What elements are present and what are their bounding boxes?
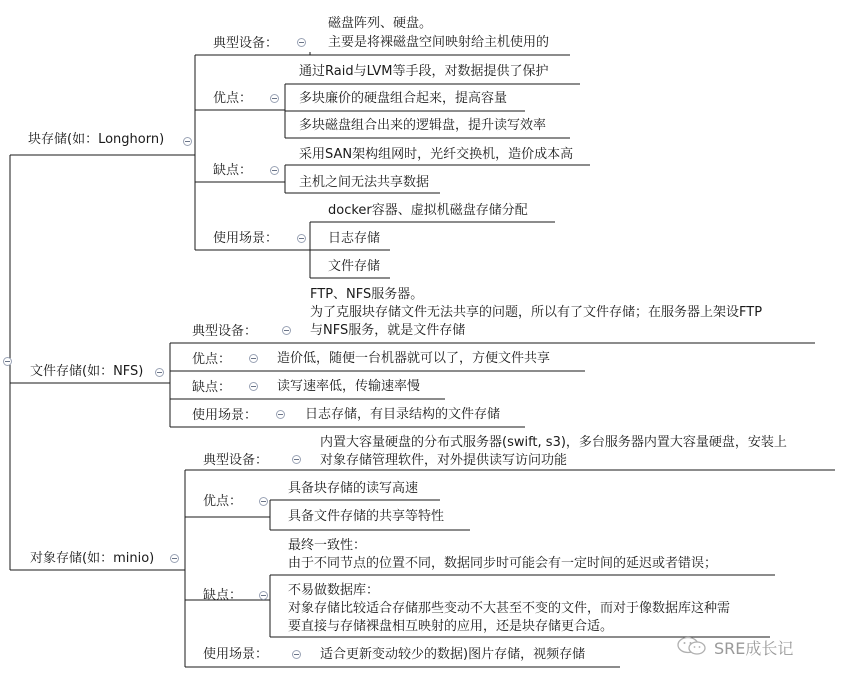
leaf-item: FTP、NFS服务器。 [310,287,424,302]
object-pros-label[interactable]: 优点： [203,494,243,509]
leaf-item: 多块廉价的硬盘组合起来，提高容量 [299,91,508,106]
collapse-icon[interactable] [155,368,164,377]
leaf-item: 不易做数据库： [288,583,380,598]
file-pros-label[interactable]: 优点： [192,352,232,367]
block-typical-devices-label[interactable]: 典型设备： [213,36,279,51]
file-typical-devices-label[interactable]: 典型设备： [192,324,258,339]
collapse-icon[interactable] [249,382,258,391]
leaf-item: 与NFS服务，就是文件存储 [310,323,466,338]
leaf-item: 日志存储，有目录结构的文件存储 [305,407,501,422]
block-pros-label[interactable]: 优点： [213,91,253,106]
branch-file-storage[interactable]: 文件存储(如：NFS) [30,364,144,379]
watermark: SRE成长记 [714,639,794,658]
collapse-icon[interactable] [292,455,301,464]
collapse-icon[interactable] [297,234,306,243]
collapse-icon[interactable] [297,38,306,47]
collapse-icon[interactable] [3,357,12,366]
block-usage-label[interactable]: 使用场景： [213,231,279,246]
leaf-item: 磁盘阵列、硬盘。 [328,16,433,31]
leaf-item: 最终一致性： [288,538,367,553]
collapse-icon[interactable] [270,166,279,175]
block-cons-label[interactable]: 缺点： [213,163,253,178]
wechat-icon [676,636,708,656]
collapse-icon[interactable] [282,326,291,335]
leaf-item: 文件存储 [328,259,381,274]
leaf-item: 为了克服块存储文件无法共享的问题，所以有了文件存储；在服务器上架设FTP [310,305,763,320]
file-usage-label[interactable]: 使用场景： [192,408,258,423]
leaf-item: 日志存储 [328,231,381,246]
leaf-item: 多块磁盘组合出来的逻辑盘，提升读写效率 [299,118,547,133]
leaf-item: 通过Raid与LVM等手段，对数据提供了保护 [299,64,549,79]
object-typical-devices-label[interactable]: 典型设备： [203,453,269,468]
object-cons-label[interactable]: 缺点： [203,588,243,603]
branch-object-storage[interactable]: 对象存储(如：minio) [30,551,155,566]
leaf-item: docker容器、虚拟机磁盘存储分配 [328,203,528,218]
collapse-icon[interactable] [259,591,268,600]
leaf-item: 采用SAN架构组网时，光纤交换机，造价成本高 [299,147,574,162]
leaf-item: 由于不同节点的位置不同，数据同步时可能会有一定时间的延迟或者错误； [288,556,718,571]
object-usage-label[interactable]: 使用场景： [203,647,269,662]
leaf-item: 适合更新变动较少的数据)图片存储，视频存储 [320,647,586,662]
leaf-item: 对象存储比较适合存储那些变动不大甚至不变的文件，而对于像数据库这种需 [288,601,731,616]
leaf-item: 造价低，随便一台机器就可以了，方便文件共享 [277,351,551,366]
branch-block-storage[interactable]: 块存储(如：Longhorn) [28,132,165,147]
leaf-item: 读写速率低，传输速率慢 [277,379,421,394]
collapse-icon[interactable] [270,94,279,103]
leaf-item: 主机之间无法共享数据 [299,175,430,190]
leaf-item: 具备文件存储的共享等特性 [288,509,445,524]
leaf-item: 主要是将裸磁盘空间映射给主机使用的 [328,35,550,50]
collapse-icon[interactable] [170,554,179,563]
leaf-item: 对象存储管理软件，对外提供读写访问功能 [320,453,568,468]
collapse-icon[interactable] [259,497,268,506]
leaf-item: 内置大容量硬盘的分布式服务器(swift, s3)，多台服务器内置大容量硬盘，安装上 [320,435,787,450]
leaf-item: 具备块存储的读写高速 [288,481,419,496]
collapse-icon[interactable] [292,650,301,659]
file-cons-label[interactable]: 缺点： [192,380,232,395]
leaf-item: 要直接与存储裸盘相互映射的应用，还是块存储更合适。 [288,619,614,634]
collapse-icon[interactable] [249,354,258,363]
collapse-icon[interactable] [276,410,285,419]
collapse-icon[interactable] [183,137,192,146]
